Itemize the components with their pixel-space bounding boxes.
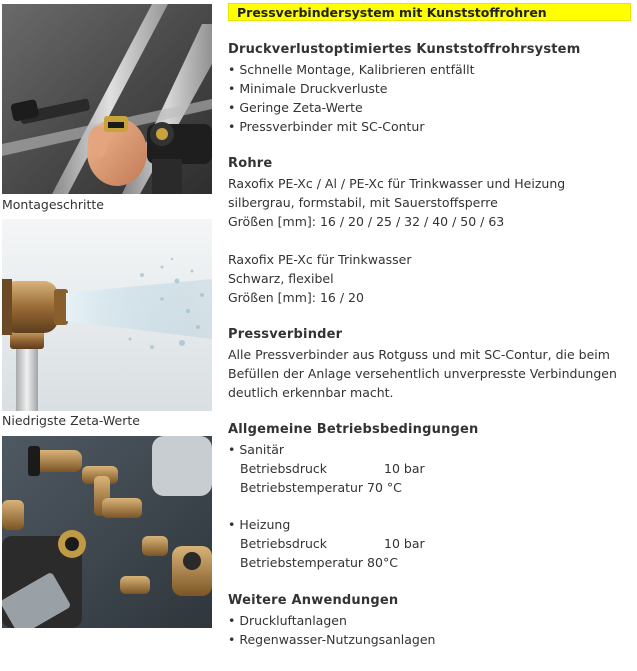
druck-label: Betriebsdruck — [240, 536, 328, 551]
text-line: Befüllen der Anlage versehentlich unverpresste Verbindungen — [228, 366, 617, 381]
heading-weitere: Weitere Anwendungen — [228, 593, 399, 608]
druck-label: Betriebsdruck — [240, 461, 328, 476]
row-sanitaer-druck — [240, 461, 425, 476]
druck-value: 10 bar — [384, 536, 425, 551]
caption-zeta: Niedrigste Zeta-Werte — [2, 413, 140, 428]
heading-rohre: Rohre — [228, 156, 273, 171]
text-line: Alle Pressverbinder aus Rotguss und mit SC-Contur, die beim — [228, 347, 610, 362]
list-item: • Druckluftanlagen — [228, 613, 347, 628]
list-item-heizung: • Heizung — [228, 517, 291, 532]
row-heizung-druck — [240, 536, 425, 551]
list-item: • Minimale Druckverluste — [228, 81, 388, 96]
photo-fittings — [2, 436, 212, 628]
text-line: Größen [mm]: 16 / 20 — [228, 290, 364, 305]
title-bar — [228, 3, 631, 21]
caption-montage: Montageschritte — [2, 197, 104, 212]
heading-betrieb: Allgemeine Betriebsbedingungen — [228, 422, 479, 437]
heading-system: Druckverlustoptimiertes Kunststoffrohrsystem — [228, 42, 581, 57]
text-line: Größen [mm]: 16 / 20 / 25 / 32 / 40 / 50 / 63 — [228, 214, 505, 229]
fittings-image — [2, 436, 212, 628]
text-line: Raxofix PE-Xc für Trinkwasser — [228, 252, 412, 267]
list-item: • Geringe Zeta-Werte — [228, 100, 363, 115]
list-item: • Regenwasser-Nutzungsanlagen — [228, 632, 436, 647]
text-line: Raxofix PE-Xc / Al / PE-Xc für Trinkwasser und Heizung — [228, 176, 566, 191]
text-line: silbergrau, formstabil, mit Sauerstoffsperre — [228, 195, 498, 210]
montage-image — [2, 4, 212, 194]
text-line: deutlich erkennbar macht. — [228, 385, 394, 400]
list-item: • Schnelle Montage, Kalibrieren entfällt — [228, 62, 475, 77]
row-heizung-temp: Betriebstemperatur 80°C — [240, 555, 398, 570]
photo-montage — [2, 4, 212, 194]
heading-pressverbinder: Pressverbinder — [228, 327, 343, 342]
water-jet-image — [2, 219, 212, 411]
list-item-sanitaer: • Sanitär — [228, 442, 285, 457]
page-title: Pressverbindersystem mit Kunststoffrohren — [237, 5, 547, 20]
photo-zeta — [2, 219, 212, 411]
druck-value: 10 bar — [384, 461, 425, 476]
list-item: • Pressverbinder mit SC-Contur — [228, 119, 425, 134]
row-sanitaer-temp: Betriebstemperatur 70 °C — [240, 480, 402, 495]
text-line: Schwarz, flexibel — [228, 271, 334, 286]
